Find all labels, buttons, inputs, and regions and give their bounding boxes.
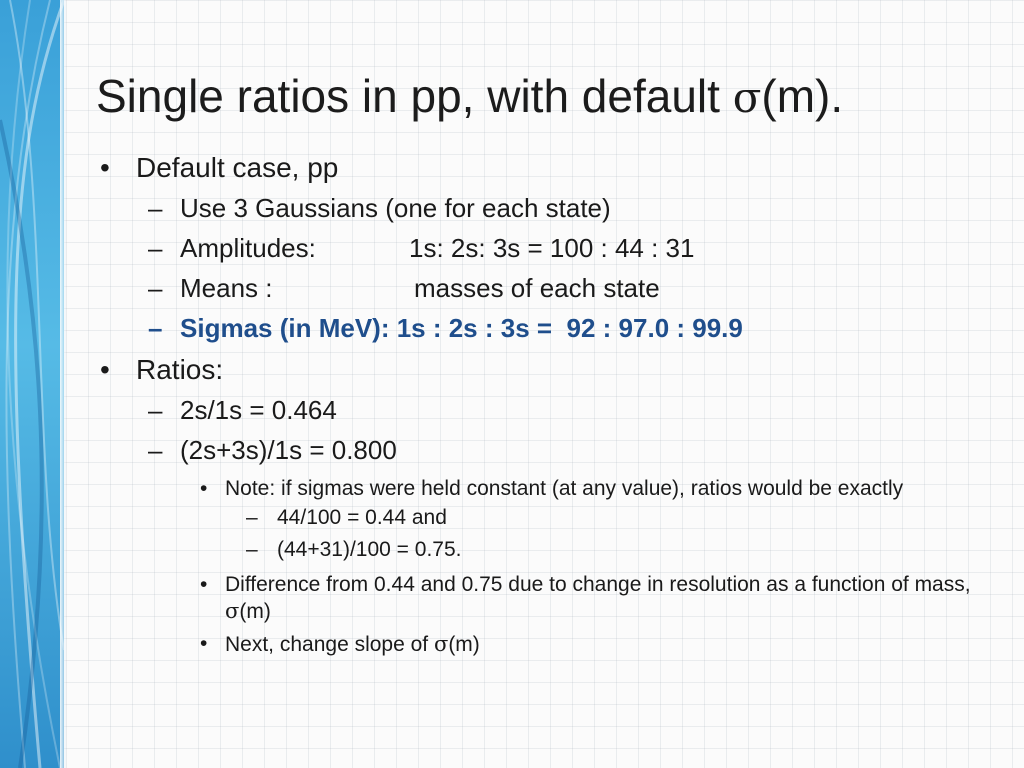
bullet-text: Default case, pp — [136, 152, 339, 183]
amplitudes-label: Amplitudes: — [180, 233, 316, 263]
note-text-suffix: (m) — [448, 633, 480, 656]
means-label: Means : — [180, 273, 273, 303]
amplitudes-value: 1s: 2s: 3s = 100 : 44 : 31 — [409, 233, 695, 263]
dash-marker: – — [148, 233, 163, 263]
side-band-edge — [60, 0, 66, 768]
title-text: Single ratios in pp, with default — [96, 70, 733, 122]
bullet-marker: • — [200, 477, 208, 500]
dash-marker: – — [148, 193, 163, 223]
sub-bullet-ratio-2s3s1s — [96, 430, 996, 470]
dash-marker: – — [148, 273, 163, 303]
sigma-symbol: σ — [433, 632, 449, 656]
note-text: Note: if sigmas were held constant (at any value), ratios would be exactly — [225, 477, 904, 500]
note-sub-44-100 — [96, 502, 996, 534]
bullet-marker: • — [200, 632, 208, 655]
decorative-side-band — [0, 0, 64, 768]
dash-marker: – — [148, 435, 163, 465]
sub-bullet-amplitudes — [96, 228, 996, 268]
bullet-marker: • — [100, 152, 110, 183]
sub-bullet-text: 2s/1s = 0.464 — [180, 395, 337, 425]
sub-bullet-sigmas — [96, 308, 996, 348]
sub-bullet-means — [96, 268, 996, 308]
note-next-step — [96, 631, 996, 658]
note-sub-44-31-100 — [96, 534, 996, 566]
note-sub-text: 44/100 = 0.44 and — [277, 506, 447, 529]
bullet-text: Ratios: — [136, 354, 224, 385]
note-sub-text: (44+31)/100 = 0.75. — [277, 538, 462, 561]
note-resolution-difference — [96, 572, 996, 625]
means-value: masses of each state — [414, 273, 660, 303]
dash-marker: – — [246, 538, 258, 561]
sub-bullet-text: (2s+3s)/1s = 0.800 — [180, 435, 397, 465]
bullet-ratios — [96, 350, 996, 390]
note-sigmas-constant — [96, 476, 996, 502]
bullet-marker: • — [200, 573, 208, 596]
title-suffix: (m). — [761, 70, 844, 122]
sub-bullet-ratio-2s1s — [96, 390, 996, 430]
bullet-default-case — [96, 148, 996, 188]
dash-marker: – — [148, 395, 163, 425]
sigma-symbol: σ — [225, 599, 240, 623]
dash-marker: – — [148, 313, 163, 343]
note-text: Next, change slope of — [225, 633, 434, 656]
sigma-symbol: σ — [732, 73, 762, 122]
dash-marker: – — [246, 506, 258, 529]
note-text: Difference from 0.44 and 0.75 due to change in resolution as a function of mass, — [225, 573, 971, 596]
slide-title — [96, 66, 996, 128]
note-text-suffix: (m) — [239, 600, 271, 623]
bullet-marker: • — [100, 354, 110, 385]
sub-bullet-gaussians — [96, 188, 996, 228]
slide-body — [96, 146, 996, 658]
sigmas-text: Sigmas (in MeV): 1s : 2s : 3s = 92 : 97.0 : 99.9 — [180, 313, 743, 343]
sub-bullet-text: Use 3 Gaussians (one for each state) — [180, 193, 611, 223]
side-band-curves — [0, 0, 64, 768]
